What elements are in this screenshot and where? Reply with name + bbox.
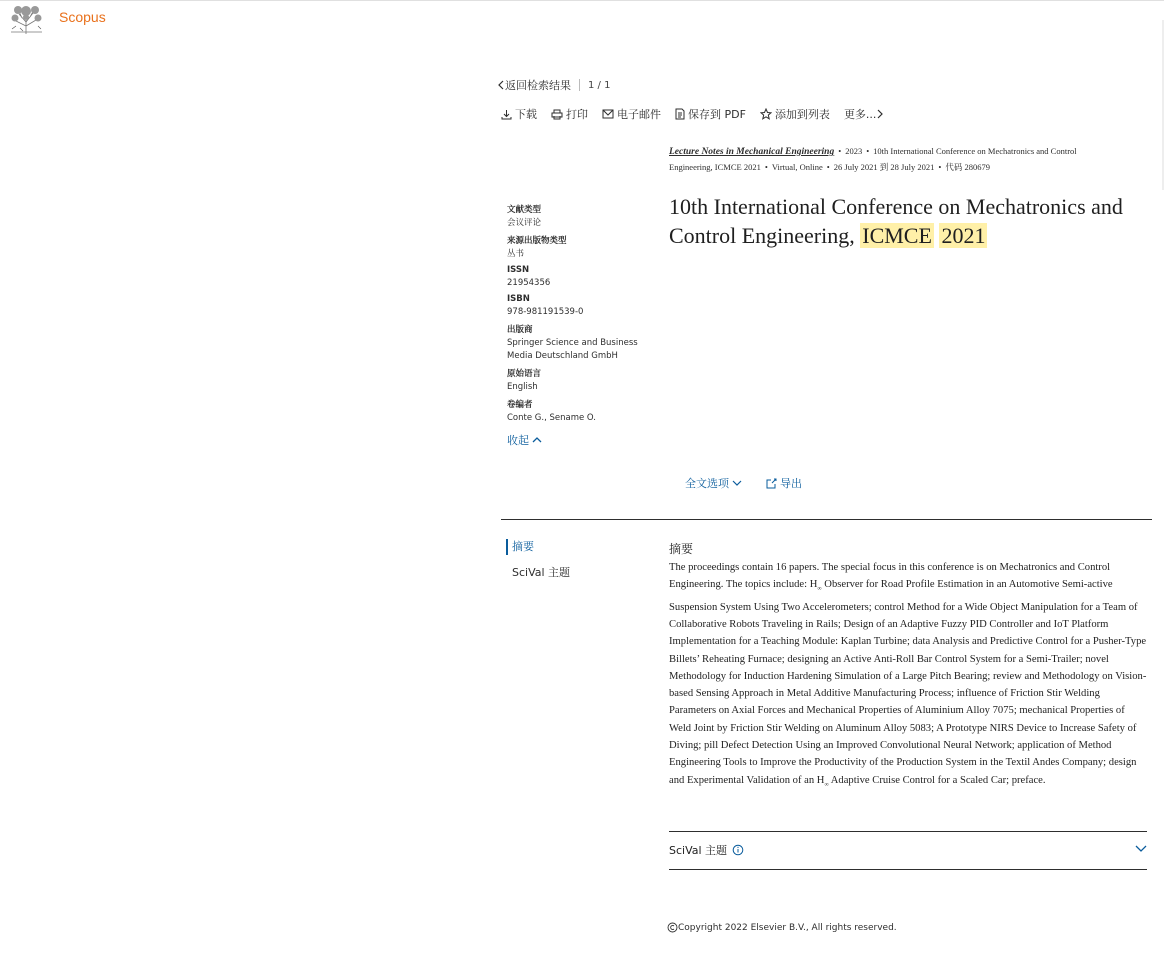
- source-type-label: 来源出版物类型: [507, 236, 567, 246]
- abstract-subscript-2: ∞: [824, 781, 829, 788]
- abstract-subscript-1: ∞: [817, 586, 822, 593]
- issn-value: 21954356: [507, 278, 551, 288]
- abstract-text: [669, 559, 1147, 794]
- fulltext-options-button[interactable]: [685, 475, 745, 491]
- page-indicator: 1 / 1: [588, 79, 611, 91]
- language-label: 原始语言: [507, 369, 542, 379]
- issn-label: ISSN: [507, 265, 530, 275]
- nav-abstract[interactable]: 摘要: [506, 539, 570, 555]
- export-button[interactable]: [763, 475, 802, 491]
- chevron-right-icon: [876, 109, 883, 119]
- scival-label: SciVal 主题: [669, 844, 728, 857]
- save-pdf-button[interactable]: [675, 106, 746, 122]
- top-border: [0, 0, 1164, 1]
- elsevier-tree-logo: [8, 4, 45, 35]
- series-title-link[interactable]: Lecture Notes in Mechanical Engineering: [669, 147, 835, 157]
- publisher-label: 出版商: [507, 325, 533, 335]
- copyright-icon: [667, 922, 678, 933]
- chevron-left-icon: [497, 80, 505, 90]
- abstract-part-2: Observer for Road Profile Estimation in an Automotive Semi-active Suspension System Using Two Accelerometers; control Method for a Wide Object Manipulation for a Team of Collaborative Robots Traveling in Rails; Design of an Adaptive Fuzzy PID Controller and IoT Platform Implementation for a Teaching Module: Kaplan Turbine; data Analysis and Predictive Control for a Pusher-Type Billets’ Reheating Furnace; designing an Active Anti-Roll Bar Control System for a Semi-Trailer; novel Methodology for Induction Hardening Simulation of a Large Pitch Bearing; review and Methodology on Vision-based Sensing Approach in Metal Additive Manufacturing Process; influence of Friction Stir Welding Parameters on Axial Forces and Mechanical Properties of Aluminium Alloy 7075; mechanical Properties of Weld Joint by Friction Stir Welding on Aluminum Alloy 5083; A Prototype NIRS Device to Increase Safety of Diving; pill Defect Detection Using an Improved Convolutional Neural Network; application of Method Engineering Tools to Improve the Productivity of the Production System in the Textil Andes Company; design and Experimental Validation of an H: [669, 579, 1147, 786]
- document-options: [685, 475, 820, 491]
- editors-value: Conte G., Sename O.: [507, 413, 596, 423]
- more-label: 更多...: [843, 108, 877, 121]
- back-to-results: [497, 77, 610, 93]
- export-label: 导出: [780, 477, 802, 490]
- collapse-metadata-button[interactable]: [507, 432, 543, 448]
- title-main: 10th International Conference on Mechatronics and Control Engineering,: [669, 194, 1123, 248]
- email-button[interactable]: [602, 106, 661, 122]
- scopus-brand-link[interactable]: Scopus: [59, 9, 106, 25]
- conference-dates: 26 July 2021 到 28 July 2021: [833, 162, 935, 172]
- doc-type-value: 会议评论: [507, 218, 542, 228]
- chevron-down-icon[interactable]: [1135, 843, 1147, 853]
- doc-type-label: 文献类型: [507, 205, 542, 215]
- isbn-label: ISBN: [507, 294, 530, 304]
- pdf-icon: [675, 108, 685, 120]
- email-icon: [602, 109, 614, 119]
- download-label: 下载: [515, 108, 537, 121]
- source-type-value: 丛书: [507, 249, 525, 259]
- export-icon: [766, 478, 777, 489]
- info-icon[interactable]: [731, 844, 745, 856]
- language-value: English: [507, 382, 538, 392]
- document-metadata: [507, 199, 657, 425]
- divider: [579, 79, 580, 91]
- star-icon: [760, 108, 772, 120]
- dot-separator: •: [938, 162, 942, 172]
- print-label: 打印: [566, 108, 588, 121]
- publisher-value: Springer Science and Business Media Deutschland GmbH: [507, 338, 638, 361]
- email-label: 电子邮件: [617, 108, 661, 121]
- title-highlight-year: 2021: [941, 223, 986, 248]
- isbn-value: 978-981191539-0: [507, 307, 584, 317]
- save-pdf-label: 保存到 PDF: [688, 108, 746, 121]
- editors-label: 卷编者: [507, 400, 533, 410]
- conference-code: 代码 280679: [945, 162, 990, 172]
- conference-name-b: Engineering, ICMCE 2021: [669, 162, 761, 172]
- fulltext-options-label: 全文选项: [685, 477, 729, 490]
- abstract-part-1: The proceedings contain 16 papers. The special focus in this conference is on Mechatronics and Control Engineering. The topics include: H: [669, 562, 1111, 591]
- abstract-part-3: Adaptive Cruise Control for a Scaled Car; preface.: [828, 774, 1046, 786]
- scival-divider-top: [669, 831, 1147, 832]
- download-button[interactable]: [501, 106, 537, 122]
- add-to-list-button[interactable]: [760, 106, 830, 122]
- title-highlight-icmce: ICMCE: [862, 223, 932, 248]
- copyright-notice: [667, 922, 897, 933]
- dot-separator: •: [838, 146, 842, 156]
- document-title: [669, 192, 1149, 250]
- source-info: [669, 144, 1129, 175]
- dot-separator: •: [826, 162, 830, 172]
- abstract-heading: 摘要: [669, 542, 694, 556]
- collapse-label: 收起: [507, 434, 529, 447]
- conference-location: Virtual, Online: [771, 162, 823, 172]
- download-icon: [501, 109, 512, 120]
- section-nav: [506, 539, 570, 591]
- scival-divider-bottom: [669, 869, 1147, 870]
- conference-name-a: 10th International Conference on Mechatronics and Control: [873, 146, 1077, 156]
- add-to-list-label: 添加到列表: [774, 108, 830, 121]
- dot-separator: •: [866, 146, 870, 156]
- document-toolbar: [501, 106, 900, 122]
- nav-scival[interactable]: SciVal 主题: [512, 566, 571, 579]
- more-button[interactable]: [844, 106, 887, 122]
- dot-separator: •: [764, 162, 768, 172]
- section-divider: [501, 519, 1152, 520]
- print-icon: [551, 109, 563, 120]
- source-year: 2023: [845, 146, 863, 156]
- scival-section-toggle[interactable]: [669, 841, 1147, 859]
- chevron-up-icon: [529, 435, 543, 445]
- chevron-down-icon: [732, 479, 742, 487]
- copyright-text: Copyright 2022 Elsevier B.V., All rights reserved.: [678, 922, 897, 933]
- print-button[interactable]: [551, 106, 588, 122]
- back-to-results-link[interactable]: 返回检索结果: [505, 79, 571, 92]
